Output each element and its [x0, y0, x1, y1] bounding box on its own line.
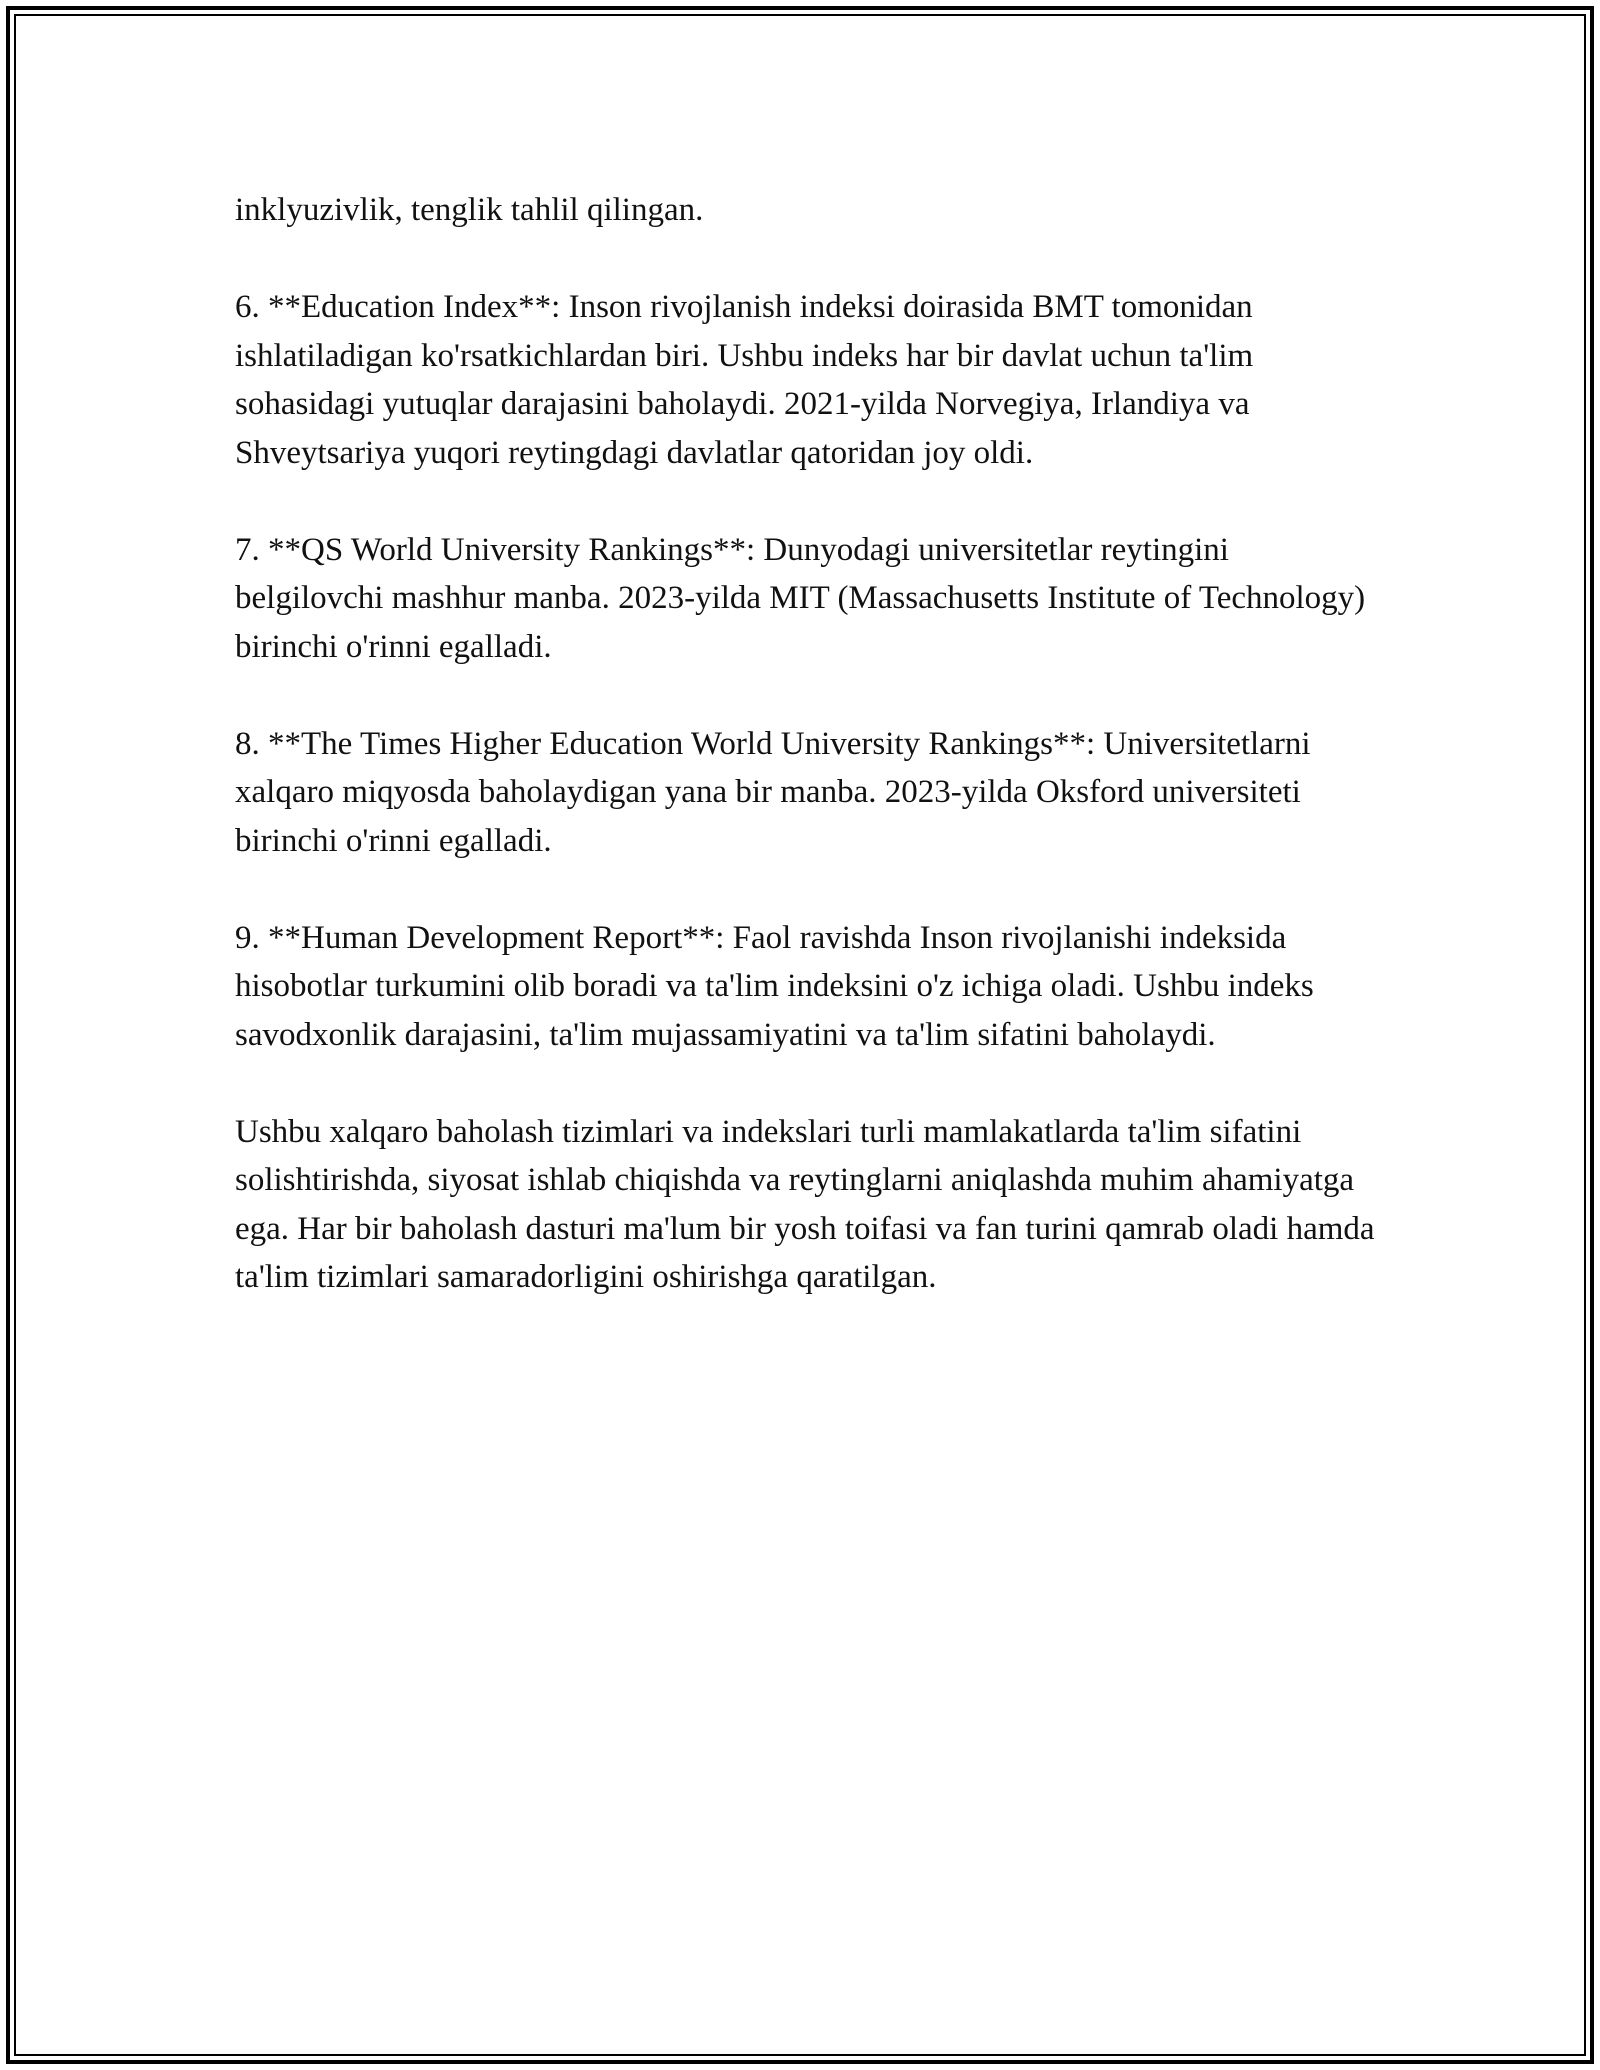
paragraph-times-higher-education: 8. **The Times Higher Education World University Rankings**: Universitetlarni xalqaro miqyosda baholaydigan yana bir manba. 2023-yilda Oksford universiteti birinchi o'rinni egalladi. [235, 725, 1311, 859]
paragraph-education-index: 6. **Education Index**: Inson rivojlanish indeksi doirasida BMT tomonidan ishlatiladigan ko'rsatkichlardan biri. Ushbu indeks har bir davlat uchun ta'lim sohasidagi yutuqlar darajasini baholaydi. 2021-yilda Norvegiya, Irlandiya va Shveytsariya yuqori reytingdagi davlatlar qatoridan joy oldi. [235, 289, 1254, 471]
paragraph-conclusion: Ushbu xalqaro baholash tizimlari va indekslari turli mamlakatlarda ta'lim sifatini solishtirishda, siyosat ishlab chiqishda va reytinglarni aniqlashda muhim ahamiyatga ega. Har bir baholash dasturi ma'lum bir yosh toifasi va fan turini qamrab oladi hamda ta'lim tizimlari samaradorligini oshirishga qaratilgan. [235, 1113, 1375, 1295]
document-body [235, 186, 1375, 1350]
paragraph-continuation: inklyuzivlik, tenglik tahlil qilingan. [235, 192, 704, 228]
paragraph-human-development-report: 9. **Human Development Report**: Faol ravishda Inson rivojlanishi indeksida hisobotlar turkumini olib boradi va ta'lim indeksini o'z ichiga oladi. Ushbu indeks savodxonlik darajasini, ta'lim mujassamiyatini va ta'lim sifatini baholaydi. [235, 919, 1314, 1053]
paragraph-qs-rankings: 7. **QS World University Rankings**: Dunyodagi universitetlar reytingini belgilovchi mashhur manba. 2023-yilda MIT (Massachusetts Institute of Technology) birinchi o'rinni egalladi. [235, 531, 1366, 665]
